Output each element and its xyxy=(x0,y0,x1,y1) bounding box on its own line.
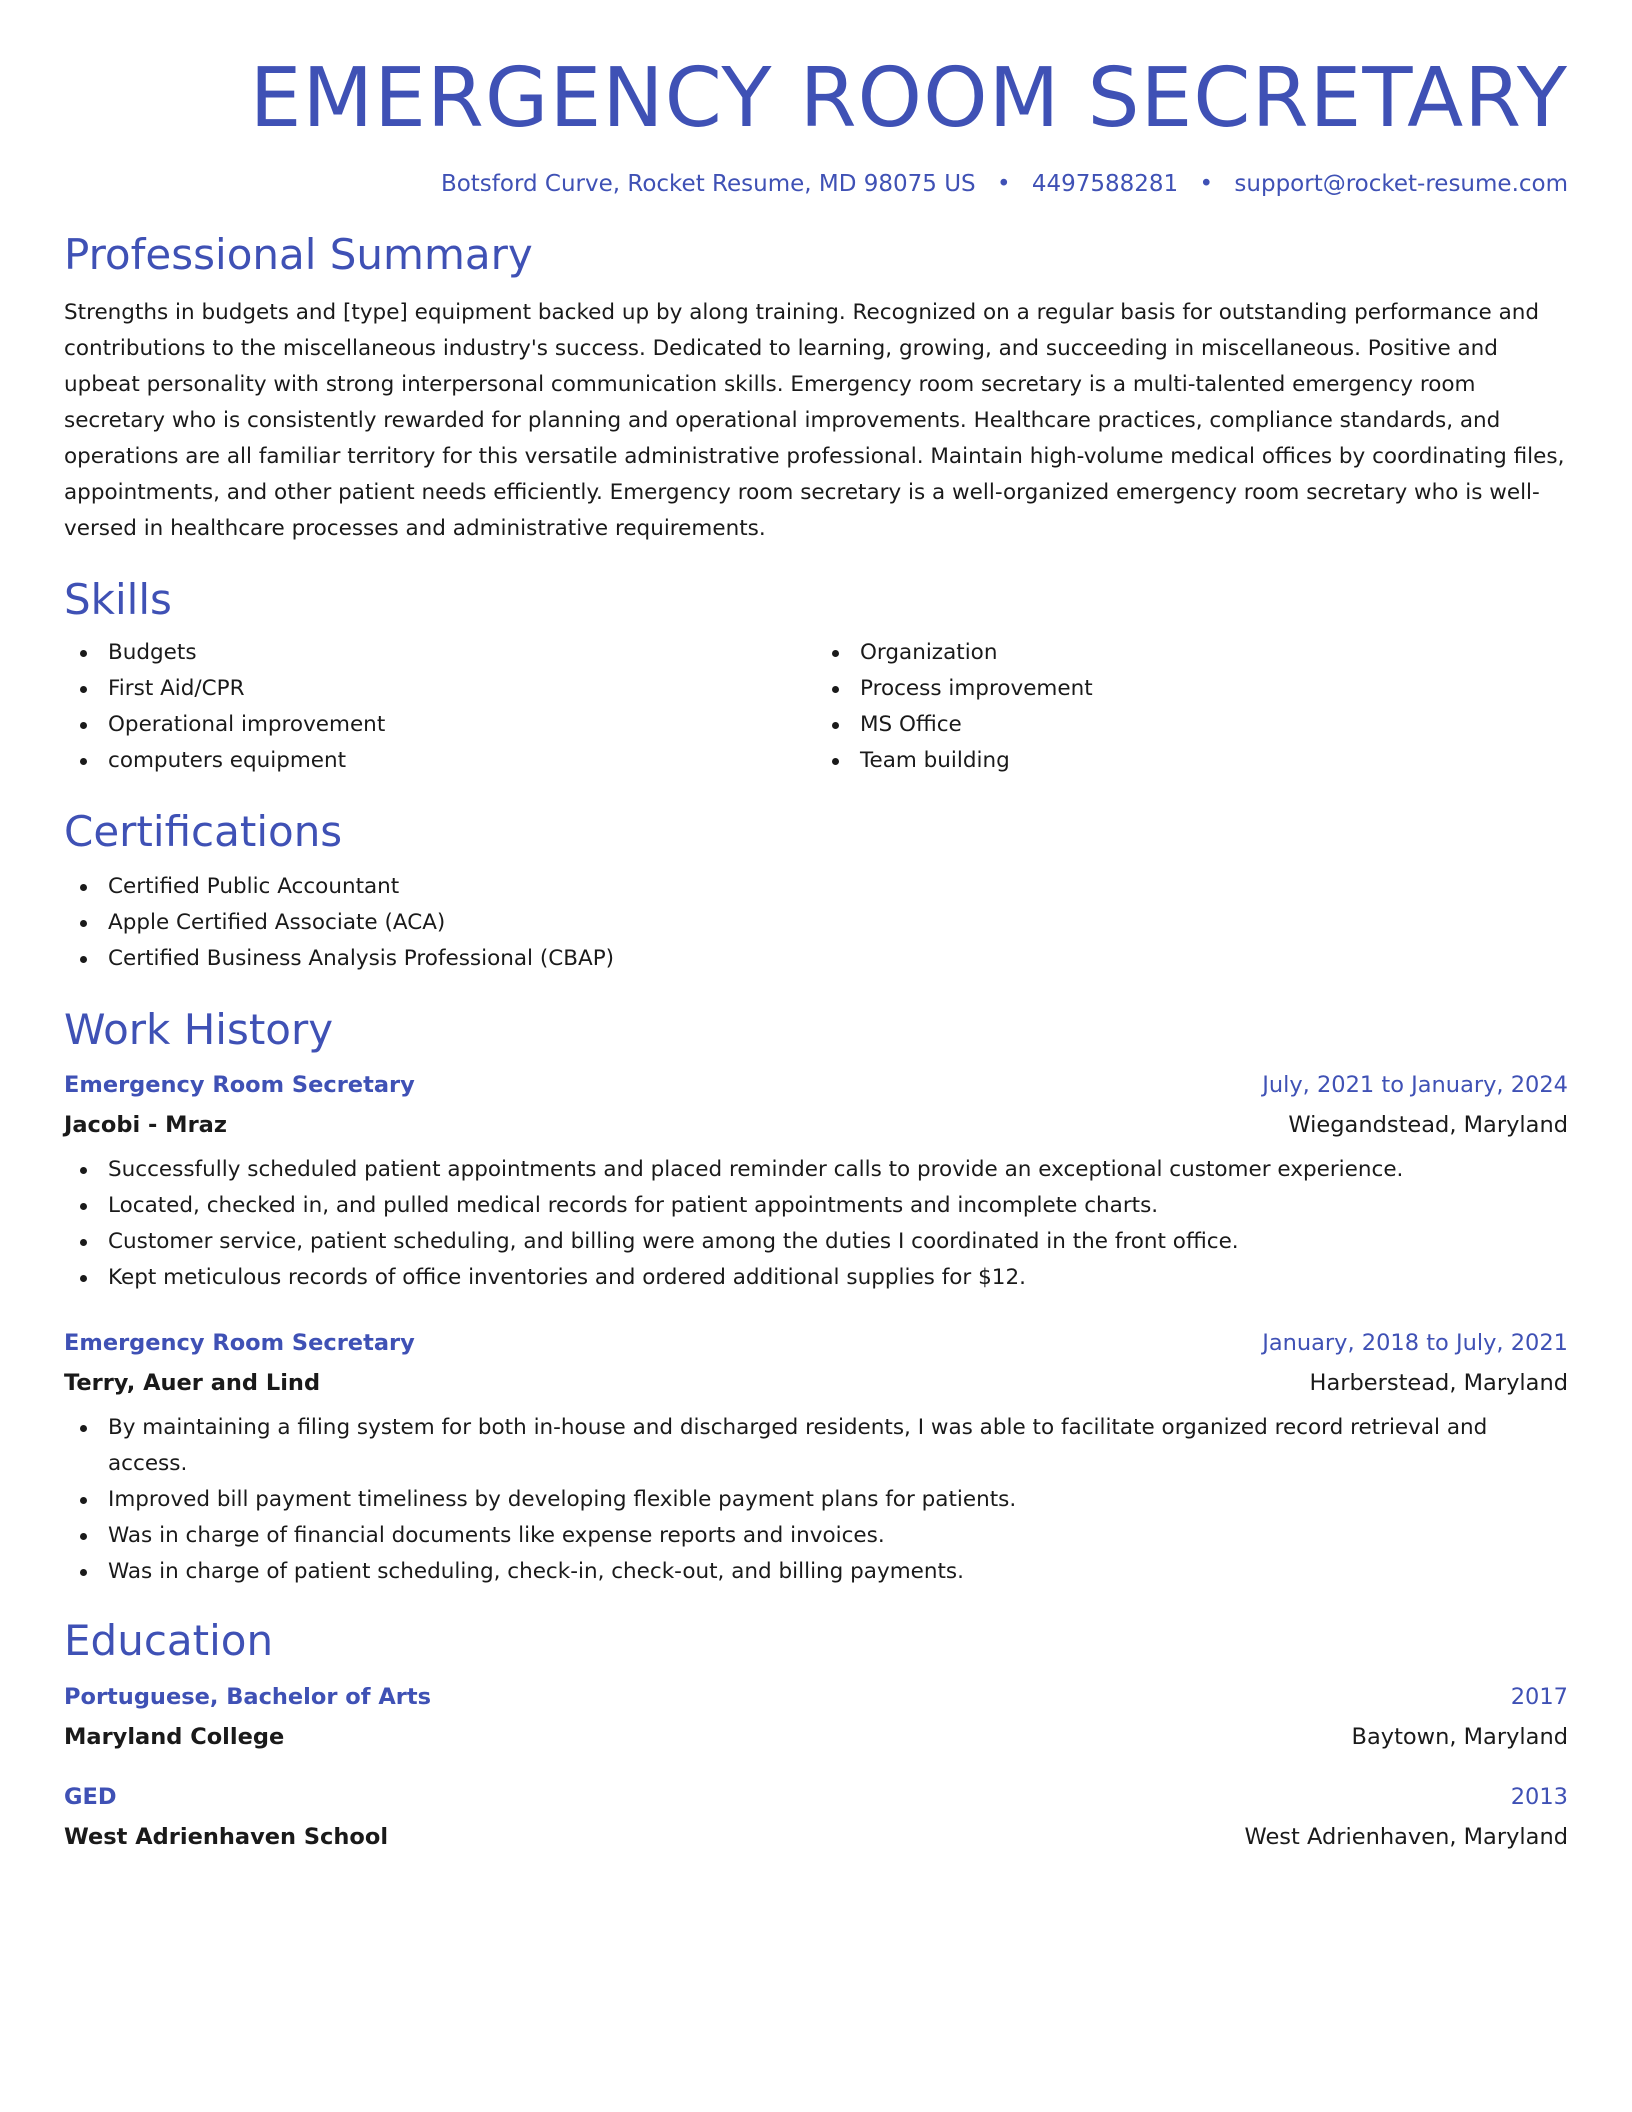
work-history-heading: Work History xyxy=(64,1005,334,1055)
job-dates: July, 2021 to January, 2024 xyxy=(1262,1071,1568,1098)
degree: GED xyxy=(64,1784,117,1811)
summary-heading: Professional Summary xyxy=(64,230,533,280)
school-name: Maryland College xyxy=(64,1724,285,1751)
skills-column-left xyxy=(64,635,816,779)
education-school-row xyxy=(64,1818,1568,1850)
job-company-row xyxy=(64,1364,1568,1396)
school-name: West Adrienhaven School xyxy=(64,1824,389,1851)
job-duty-item: Located, checked in, and pulled medical records for patient appointments and incomplete charts. xyxy=(64,1188,1568,1224)
email-address: support@rocket-resume.com xyxy=(1234,171,1568,198)
job-header-row xyxy=(64,1072,1568,1098)
skill-item: computers equipment xyxy=(64,743,816,779)
resume-header xyxy=(64,0,1568,200)
skills-list xyxy=(64,635,1568,779)
graduation-year: 2013 xyxy=(1510,1784,1568,1811)
job-duty-item: Improved bill payment timeliness by developing flexible payment plans for patients. xyxy=(64,1482,1568,1518)
education-entry xyxy=(64,1784,1568,1850)
job-duties-list xyxy=(64,1152,1568,1296)
job-entry xyxy=(64,1072,1568,1296)
skill-item: MS Office xyxy=(816,707,1568,743)
certifications-list xyxy=(64,869,1568,977)
job-duty-item: Kept meticulous records of office inventories and ordered additional supplies for $12. xyxy=(64,1260,1568,1296)
education-heading: Education xyxy=(64,1615,274,1665)
job-location: Harberstead, Maryland xyxy=(1309,1369,1568,1396)
skill-item: Operational improvement xyxy=(64,707,816,743)
separator-dot: • xyxy=(996,171,1011,198)
contact-line xyxy=(64,170,1568,200)
certification-item: Apple Certified Associate (ACA) xyxy=(64,905,1568,941)
skill-item: Process improvement xyxy=(816,671,1568,707)
certification-item: Certified Business Analysis Professional (CBAP) xyxy=(64,941,1568,977)
job-title: Emergency Room Secretary xyxy=(64,1071,415,1098)
phone-number: 4497588281 xyxy=(1031,171,1179,198)
education-school-row xyxy=(64,1718,1568,1750)
address: Botsford Curve, Rocket Resume, MD 98075 US xyxy=(440,171,976,198)
degree: Portuguese, Bachelor of Arts xyxy=(64,1684,432,1711)
summary-text: Strengths in budgets and [type] equipment backed up by along training. Recognized on a regular basis for outstanding performance and contributions to the miscellaneous industry's success. Dedicated to learning, growing, and succeeding in miscellaneous. Positive and upbeat personality with strong interpersonal communication skills. Emergency room secretary is a multi-talented emergency room secretary who is consistently rewarded for planning and operational improvements. Healthcare practices, compliance standards, and operations are all familiar territory for this versatile administrative professional. Maintain high-volume medical offices by coordinating files, appointments, and other patient needs efficiently. Emergency room secretary is a well-organized emergency room secretary who is well-versed in healthcare processes and administrative requirements. xyxy=(64,299,1565,541)
job-duty-item: Customer service, patient scheduling, and billing were among the duties I coordinated in the front office. xyxy=(64,1224,1568,1260)
skills-column-right xyxy=(816,635,1568,779)
certification-item: Certified Public Accountant xyxy=(64,869,1568,905)
school-location: West Adrienhaven, Maryland xyxy=(1244,1824,1568,1851)
certifications-heading: Certifications xyxy=(64,806,343,856)
job-company: Jacobi - Mraz xyxy=(64,1111,227,1138)
job-duty-item: Successfully scheduled patient appointments and placed reminder calls to provide an exceptional customer experience. xyxy=(64,1152,1568,1188)
job-title: Emergency Room Secretary xyxy=(64,1329,415,1356)
job-duty-item: Was in charge of patient scheduling, check-in, check-out, and billing payments. xyxy=(64,1554,1568,1590)
job-company: Terry, Auer and Lind xyxy=(64,1369,321,1396)
skill-item: First Aid/CPR xyxy=(64,671,816,707)
education-header-row xyxy=(64,1784,1568,1810)
graduation-year: 2017 xyxy=(1510,1684,1568,1711)
school-location: Baytown, Maryland xyxy=(1351,1724,1568,1751)
job-company-row xyxy=(64,1106,1568,1138)
job-location: Wiegandstead, Maryland xyxy=(1288,1111,1568,1138)
skill-item: Budgets xyxy=(64,635,816,671)
candidate-name: EMERGENCY ROOM SECRETARY xyxy=(249,51,1568,146)
job-duty-item: Was in charge of financial documents like expense reports and invoices. xyxy=(64,1518,1568,1554)
skill-item: Organization xyxy=(816,635,1568,671)
job-duties-list xyxy=(64,1410,1568,1590)
skills-heading: Skills xyxy=(64,574,172,624)
job-entry xyxy=(64,1330,1568,1590)
skill-item: Team building xyxy=(816,743,1568,779)
job-dates: January, 2018 to July, 2021 xyxy=(1262,1329,1568,1356)
separator-dot: • xyxy=(1199,171,1214,198)
job-duty-item: By maintaining a filing system for both in-house and discharged residents, I was able to facilitate organized record retrieval and access. xyxy=(64,1410,1568,1482)
job-header-row xyxy=(64,1330,1568,1356)
education-entry xyxy=(64,1684,1568,1750)
education-header-row xyxy=(64,1684,1568,1710)
